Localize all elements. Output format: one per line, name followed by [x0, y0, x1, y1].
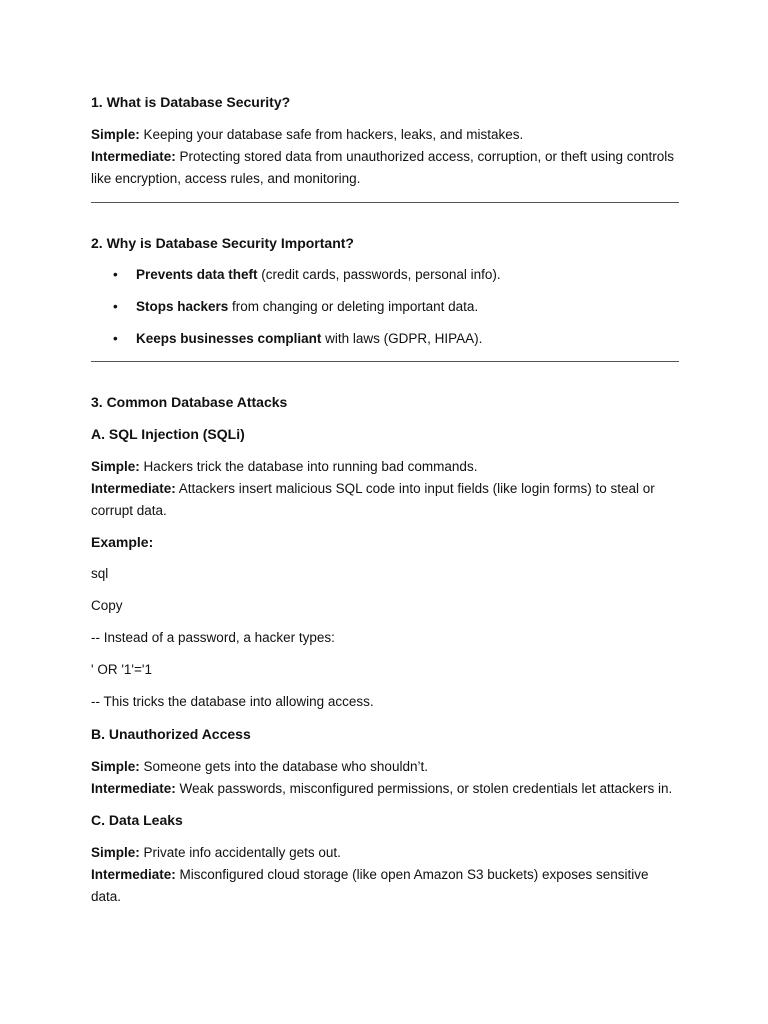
list-item-text: (credit cards, passwords, personal info). [257, 267, 501, 282]
simple-text: Someone gets into the database who shouldn’t. [139, 759, 428, 774]
intermediate-label: Intermediate: [91, 781, 176, 796]
subsection-c-simple [91, 842, 679, 864]
code-line: ' OR '1'='1 [91, 662, 152, 677]
subsection-a-heading: A. SQL Injection (SQLi) [91, 426, 245, 442]
code-line: -- This tricks the database into allowing access. [91, 694, 374, 709]
simple-label: Simple: [91, 845, 140, 860]
list-item [91, 297, 679, 317]
intermediate-label: Intermediate: [91, 149, 176, 164]
subsection-b-intermediate [91, 778, 679, 800]
intermediate-label: Intermediate: [91, 481, 176, 496]
intermediate-text: Misconfigured cloud storage (like open Amazon S3 buckets) exposes sensitive data. [91, 867, 649, 904]
intermediate-text: Protecting stored data from unauthorized access, corruption, or theft using controls like encryption, access rules, and monitoring. [91, 149, 675, 186]
list-item-bold: Stops hackers [136, 299, 229, 314]
subsection-b-simple [91, 756, 679, 778]
list-item [91, 265, 679, 285]
simple-label: Simple: [91, 127, 140, 142]
code-line: -- Instead of a password, a hacker types: [91, 630, 335, 645]
simple-label: Simple: [91, 459, 140, 474]
example-label: Example: [91, 534, 154, 550]
simple-text: Keeping your database safe from hackers, leaks, and mistakes. [139, 127, 524, 142]
subsection-c-body [91, 842, 679, 908]
subsection-a-body [91, 456, 679, 522]
subsection-c-heading: C. Data Leaks [91, 812, 183, 828]
intermediate-text: Weak passwords, misconfigured permissions, or stolen credentials let attackers in. [175, 781, 673, 796]
intermediate-text: Attackers insert malicious SQL code into input fields (like login forms) to steal or corrupt data. [91, 481, 655, 518]
subsection-c-intermediate [91, 864, 679, 908]
subsection-b-body [91, 756, 679, 800]
importance-list [91, 265, 679, 349]
simple-text: Private info accidentally gets out. [139, 845, 341, 860]
divider [91, 202, 679, 203]
section-3-heading: 3. Common Database Attacks [91, 394, 288, 410]
list-item-text: with laws (GDPR, HIPAA). [321, 331, 483, 346]
list-item-text: from changing or deleting important data. [228, 299, 479, 314]
list-item-bold: Keeps businesses compliant [136, 331, 322, 346]
section-1-intermediate [91, 146, 679, 190]
copy-button[interactable]: Copy [91, 598, 123, 613]
list-item [91, 329, 679, 349]
list-item-bold: Prevents data theft [136, 267, 258, 282]
section-1-simple [91, 124, 679, 146]
subsection-a-intermediate [91, 478, 679, 522]
subsection-b-heading: B. Unauthorized Access [91, 726, 251, 742]
divider [91, 361, 679, 362]
section-1-heading: 1. What is Database Security? [91, 94, 291, 110]
intermediate-label: Intermediate: [91, 867, 176, 882]
section-2-heading: 2. Why is Database Security Important? [91, 235, 354, 251]
simple-label: Simple: [91, 759, 140, 774]
subsection-a-simple [91, 456, 679, 478]
code-language: sql [91, 566, 109, 581]
simple-text: Hackers trick the database into running bad commands. [139, 459, 478, 474]
document-content [91, 92, 679, 918]
